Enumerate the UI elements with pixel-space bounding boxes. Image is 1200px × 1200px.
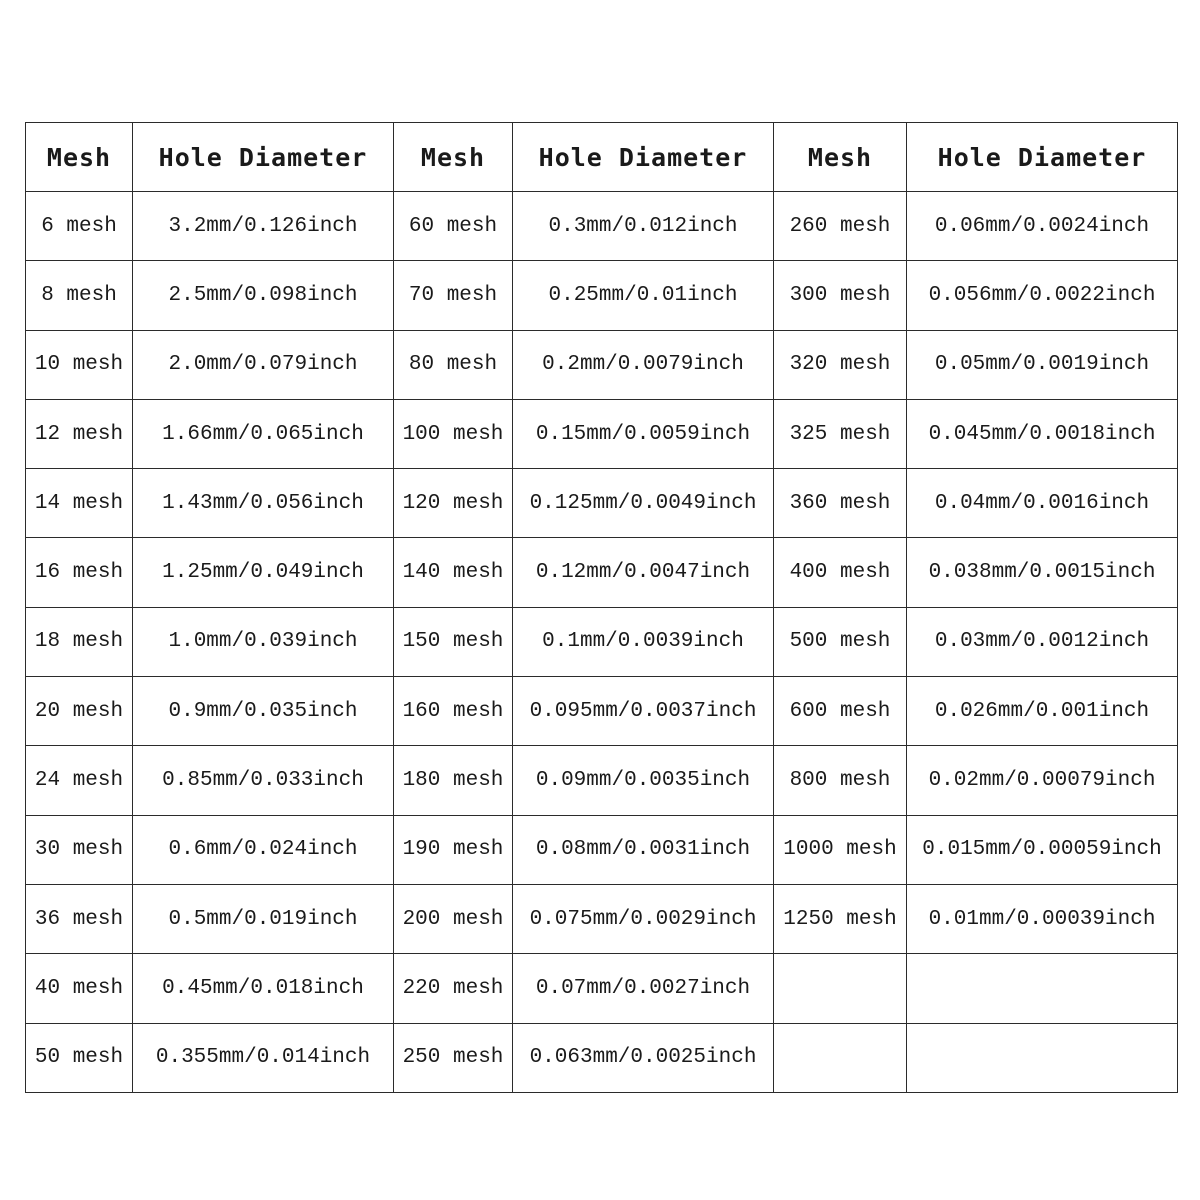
mesh-cell: 80 mesh bbox=[394, 330, 513, 399]
hole-diameter-cell: 0.08mm/0.0031inch bbox=[513, 815, 774, 884]
table-row bbox=[26, 884, 1178, 953]
mesh-cell: 260 mesh bbox=[774, 192, 907, 261]
column-header-hole-diameter: Hole Diameter bbox=[513, 123, 774, 192]
mesh-cell: 100 mesh bbox=[394, 399, 513, 468]
hole-diameter-cell: 0.02mm/0.00079inch bbox=[907, 746, 1178, 815]
hole-diameter-cell: 0.15mm/0.0059inch bbox=[513, 399, 774, 468]
table-header-row bbox=[26, 123, 1178, 192]
column-header-mesh: Mesh bbox=[394, 123, 513, 192]
column-header-hole-diameter: Hole Diameter bbox=[907, 123, 1178, 192]
mesh-cell: 300 mesh bbox=[774, 261, 907, 330]
hole-diameter-cell: 0.09mm/0.0035inch bbox=[513, 746, 774, 815]
mesh-cell: 600 mesh bbox=[774, 677, 907, 746]
hole-diameter-cell: 0.045mm/0.0018inch bbox=[907, 399, 1178, 468]
table-row bbox=[26, 1023, 1178, 1092]
hole-diameter-cell bbox=[907, 1023, 1178, 1092]
hole-diameter-cell: 1.66mm/0.065inch bbox=[133, 399, 394, 468]
hole-diameter-cell: 1.43mm/0.056inch bbox=[133, 469, 394, 538]
mesh-cell: 40 mesh bbox=[26, 954, 133, 1023]
mesh-cell bbox=[774, 954, 907, 1023]
table-body bbox=[26, 192, 1178, 1093]
hole-diameter-cell bbox=[907, 954, 1178, 1023]
hole-diameter-cell: 0.075mm/0.0029inch bbox=[513, 884, 774, 953]
mesh-cell: 14 mesh bbox=[26, 469, 133, 538]
hole-diameter-cell: 0.038mm/0.0015inch bbox=[907, 538, 1178, 607]
table-row bbox=[26, 746, 1178, 815]
hole-diameter-cell: 0.85mm/0.033inch bbox=[133, 746, 394, 815]
hole-diameter-cell: 0.6mm/0.024inch bbox=[133, 815, 394, 884]
hole-diameter-cell: 0.01mm/0.00039inch bbox=[907, 884, 1178, 953]
mesh-size-table-container bbox=[25, 122, 1177, 1093]
mesh-cell: 160 mesh bbox=[394, 677, 513, 746]
hole-diameter-cell: 0.2mm/0.0079inch bbox=[513, 330, 774, 399]
mesh-cell bbox=[774, 1023, 907, 1092]
hole-diameter-cell: 0.04mm/0.0016inch bbox=[907, 469, 1178, 538]
hole-diameter-cell: 0.06mm/0.0024inch bbox=[907, 192, 1178, 261]
hole-diameter-cell: 0.03mm/0.0012inch bbox=[907, 607, 1178, 676]
mesh-cell: 30 mesh bbox=[26, 815, 133, 884]
hole-diameter-cell: 0.095mm/0.0037inch bbox=[513, 677, 774, 746]
mesh-cell: 800 mesh bbox=[774, 746, 907, 815]
mesh-cell: 220 mesh bbox=[394, 954, 513, 1023]
mesh-cell: 8 mesh bbox=[26, 261, 133, 330]
hole-diameter-cell: 1.0mm/0.039inch bbox=[133, 607, 394, 676]
mesh-cell: 6 mesh bbox=[26, 192, 133, 261]
table-row bbox=[26, 330, 1178, 399]
table-row bbox=[26, 469, 1178, 538]
table-row bbox=[26, 192, 1178, 261]
mesh-cell: 400 mesh bbox=[774, 538, 907, 607]
hole-diameter-cell: 0.063mm/0.0025inch bbox=[513, 1023, 774, 1092]
table-row bbox=[26, 677, 1178, 746]
mesh-cell: 360 mesh bbox=[774, 469, 907, 538]
mesh-cell: 150 mesh bbox=[394, 607, 513, 676]
mesh-cell: 10 mesh bbox=[26, 330, 133, 399]
hole-diameter-cell: 3.2mm/0.126inch bbox=[133, 192, 394, 261]
mesh-cell: 200 mesh bbox=[394, 884, 513, 953]
hole-diameter-cell: 0.05mm/0.0019inch bbox=[907, 330, 1178, 399]
hole-diameter-cell: 0.07mm/0.0027inch bbox=[513, 954, 774, 1023]
mesh-cell: 1000 mesh bbox=[774, 815, 907, 884]
hole-diameter-cell: 2.5mm/0.098inch bbox=[133, 261, 394, 330]
mesh-cell: 325 mesh bbox=[774, 399, 907, 468]
table-row bbox=[26, 954, 1178, 1023]
hole-diameter-cell: 0.015mm/0.00059inch bbox=[907, 815, 1178, 884]
mesh-cell: 24 mesh bbox=[26, 746, 133, 815]
mesh-cell: 190 mesh bbox=[394, 815, 513, 884]
hole-diameter-cell: 1.25mm/0.049inch bbox=[133, 538, 394, 607]
hole-diameter-cell: 0.1mm/0.0039inch bbox=[513, 607, 774, 676]
column-header-hole-diameter: Hole Diameter bbox=[133, 123, 394, 192]
mesh-cell: 12 mesh bbox=[26, 399, 133, 468]
hole-diameter-cell: 0.056mm/0.0022inch bbox=[907, 261, 1178, 330]
hole-diameter-cell: 0.3mm/0.012inch bbox=[513, 192, 774, 261]
table-row bbox=[26, 607, 1178, 676]
hole-diameter-cell: 0.12mm/0.0047inch bbox=[513, 538, 774, 607]
mesh-cell: 18 mesh bbox=[26, 607, 133, 676]
column-header-mesh: Mesh bbox=[774, 123, 907, 192]
hole-diameter-cell: 0.5mm/0.019inch bbox=[133, 884, 394, 953]
hole-diameter-cell: 2.0mm/0.079inch bbox=[133, 330, 394, 399]
hole-diameter-cell: 0.45mm/0.018inch bbox=[133, 954, 394, 1023]
table-row bbox=[26, 399, 1178, 468]
column-header-mesh: Mesh bbox=[26, 123, 133, 192]
mesh-cell: 320 mesh bbox=[774, 330, 907, 399]
mesh-cell: 120 mesh bbox=[394, 469, 513, 538]
mesh-cell: 20 mesh bbox=[26, 677, 133, 746]
mesh-cell: 500 mesh bbox=[774, 607, 907, 676]
table-row bbox=[26, 815, 1178, 884]
mesh-size-table bbox=[25, 122, 1178, 1093]
mesh-cell: 60 mesh bbox=[394, 192, 513, 261]
mesh-cell: 70 mesh bbox=[394, 261, 513, 330]
mesh-cell: 16 mesh bbox=[26, 538, 133, 607]
mesh-cell: 180 mesh bbox=[394, 746, 513, 815]
table-row bbox=[26, 538, 1178, 607]
table-row bbox=[26, 261, 1178, 330]
hole-diameter-cell: 0.25mm/0.01inch bbox=[513, 261, 774, 330]
hole-diameter-cell: 0.355mm/0.014inch bbox=[133, 1023, 394, 1092]
mesh-cell: 50 mesh bbox=[26, 1023, 133, 1092]
hole-diameter-cell: 0.9mm/0.035inch bbox=[133, 677, 394, 746]
mesh-cell: 140 mesh bbox=[394, 538, 513, 607]
hole-diameter-cell: 0.125mm/0.0049inch bbox=[513, 469, 774, 538]
mesh-cell: 36 mesh bbox=[26, 884, 133, 953]
mesh-cell: 250 mesh bbox=[394, 1023, 513, 1092]
hole-diameter-cell: 0.026mm/0.001inch bbox=[907, 677, 1178, 746]
mesh-cell: 1250 mesh bbox=[774, 884, 907, 953]
